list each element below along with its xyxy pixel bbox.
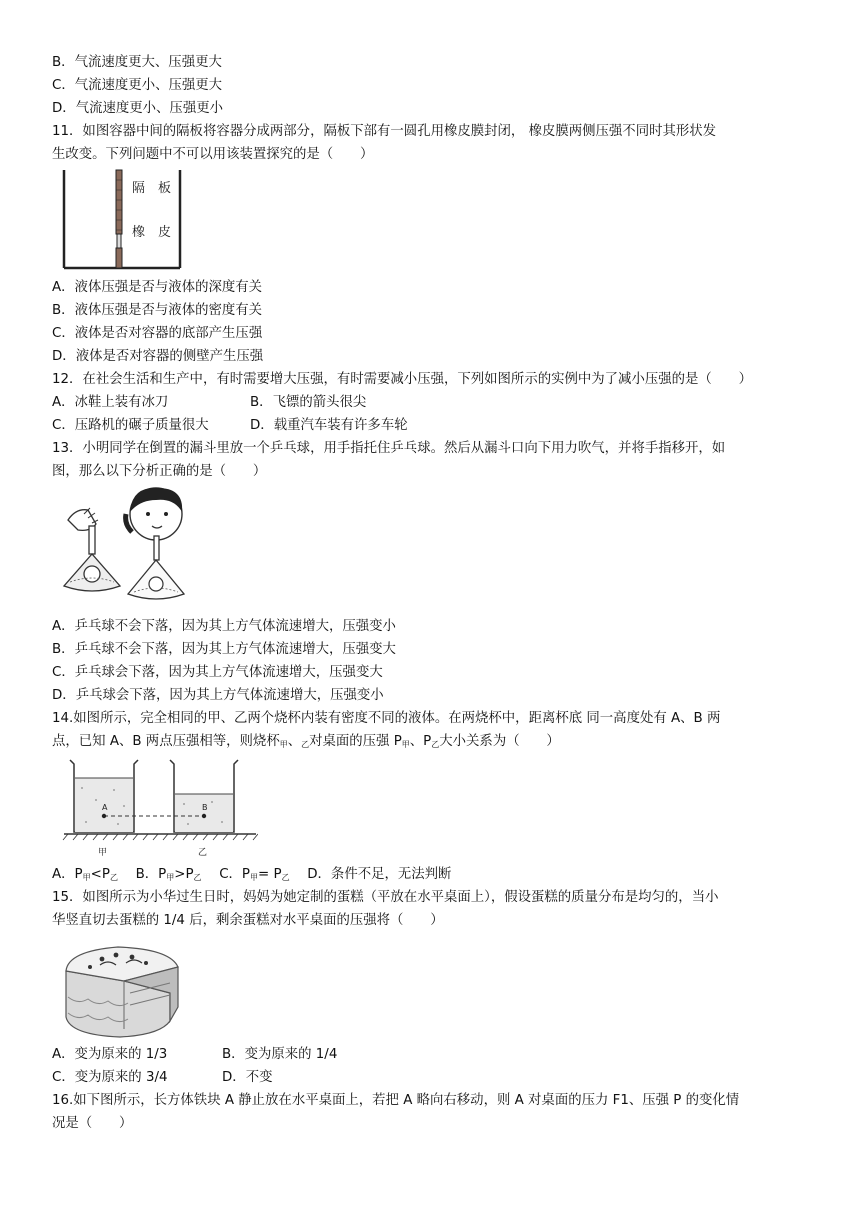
- q15-option-a: A．变为原来的 1/3: [52, 1047, 168, 1062]
- q15-stem-line2: 华竖直切去蛋糕的 1/4 后，剩余蛋糕对水平桌面的压强将（ ）: [52, 913, 444, 928]
- q13-funnel-figure: [56, 484, 206, 606]
- q16-stem-line1: 16.如下图所示，长方体铁块 A 静止放在水平桌面上，若把 A 略向右移动，则 A 对桌面的压力 F1、压强 P 的变化情: [52, 1093, 740, 1108]
- q11-option-d: D．液体是否对容器的侧壁产生压强: [52, 349, 264, 364]
- q13-option-c: C．乒乓球会下落，因为其上方气体流速增大，压强变大: [52, 665, 383, 680]
- q13-stem-line1: 13．小明同学在倒置的漏斗里放一个乒乓球，用手指托住乒乓球。然后从漏斗口向下用力吹气，并将手指移开，如: [52, 441, 726, 456]
- q11-fig-label-top: 隔 板: [132, 181, 172, 196]
- q13-option-a: A．乒乓球不会下落，因为其上方气体流速增大，压强变小: [52, 619, 396, 634]
- q15-option-b: B．变为原来的 1/4: [222, 1047, 338, 1062]
- q14-fig-label-jia: 甲: [98, 848, 108, 858]
- q11-stem-line1: 11．如图容器中间的隔板将容器分成两部分，隔板下部有一圆孔用橡皮膜封闭， 橡皮膜两侧压强不同时其形状发: [52, 124, 717, 139]
- q14-fig-label-a: A: [102, 803, 108, 812]
- q15-cake-figure: [60, 937, 190, 1043]
- q10-option-c: C．气流速度更小、压强更大: [52, 78, 223, 93]
- q15-option-d: D．不变: [222, 1070, 273, 1085]
- q12-option-d: D．载重汽车装有许多车轮: [250, 418, 408, 433]
- q11-option-a: A．液体压强是否与液体的深度有关: [52, 280, 263, 295]
- q14-options: A．$P_甲<P_乙$ B．$P_甲>P_乙$ C．$P_甲= P_乙$ D．条件不足，无法判断: [52, 867, 452, 882]
- q14-stem-line1: 14.如图所示，完全相同的甲、乙两个烧杯内装有密度不同的液体。在两烧杯中，距离杯底 同一高度处有 A、B 两: [52, 711, 721, 726]
- q11-fig-label-bottom: 橡 皮: [132, 225, 172, 240]
- q14-beakers-figure: [62, 756, 258, 860]
- q14-fig-label-yi: 乙: [198, 848, 208, 858]
- q12-option-b: B．飞镖的箭头很尖: [250, 395, 367, 410]
- q11-stem-line2: 生改变。下列问题中不可以用该装置探究的是（ ）: [52, 147, 374, 162]
- q12-option-c: C．压路机的碾子质量很大: [52, 418, 209, 433]
- q16-stem-line2: 况是（ ）: [52, 1116, 133, 1131]
- q15-stem-line1: 15．如图所示为小华过生日时，妈妈为她定制的蛋糕（平放在水平桌面上），假设蛋糕的质量分布是均匀的，当小: [52, 890, 719, 905]
- q10-option-b: B．气流速度更大、压强更大: [52, 55, 222, 70]
- q13-stem-line2: 图，那么以下分析正确的是（ ）: [52, 464, 267, 479]
- q14-fig-label-b: B: [202, 803, 208, 812]
- q11-container-figure: [60, 168, 185, 272]
- q12-stem: 12．在社会生活和生产中，有时需要增大压强，有时需要减小压强，下列如图所示的实例中为了减小压强的是（ ）: [52, 372, 752, 387]
- q14-stem-line2: 点，已知 A、B 两点压强相等，则烧杯$_甲$、$_乙$对桌面的压强 $P_甲$、$P_乙$大小关系为（ ）: [52, 734, 560, 749]
- q11-option-b: B．液体压强是否与液体的密度有关: [52, 303, 263, 318]
- q10-option-d: D．气流速度更小、压强更小: [52, 101, 223, 116]
- q15-option-c: C．变为原来的 3/4: [52, 1070, 168, 1085]
- q11-option-c: C．液体是否对容器的底部产生压强: [52, 326, 263, 341]
- q12-option-a: A．冰鞋上装有冰刀: [52, 395, 169, 410]
- q13-option-b: B．乒乓球不会下落，因为其上方气体流速增大，压强变大: [52, 642, 396, 657]
- q13-option-d: D．乒乓球会下落，因为其上方气体流速增大，压强变小: [52, 688, 384, 703]
